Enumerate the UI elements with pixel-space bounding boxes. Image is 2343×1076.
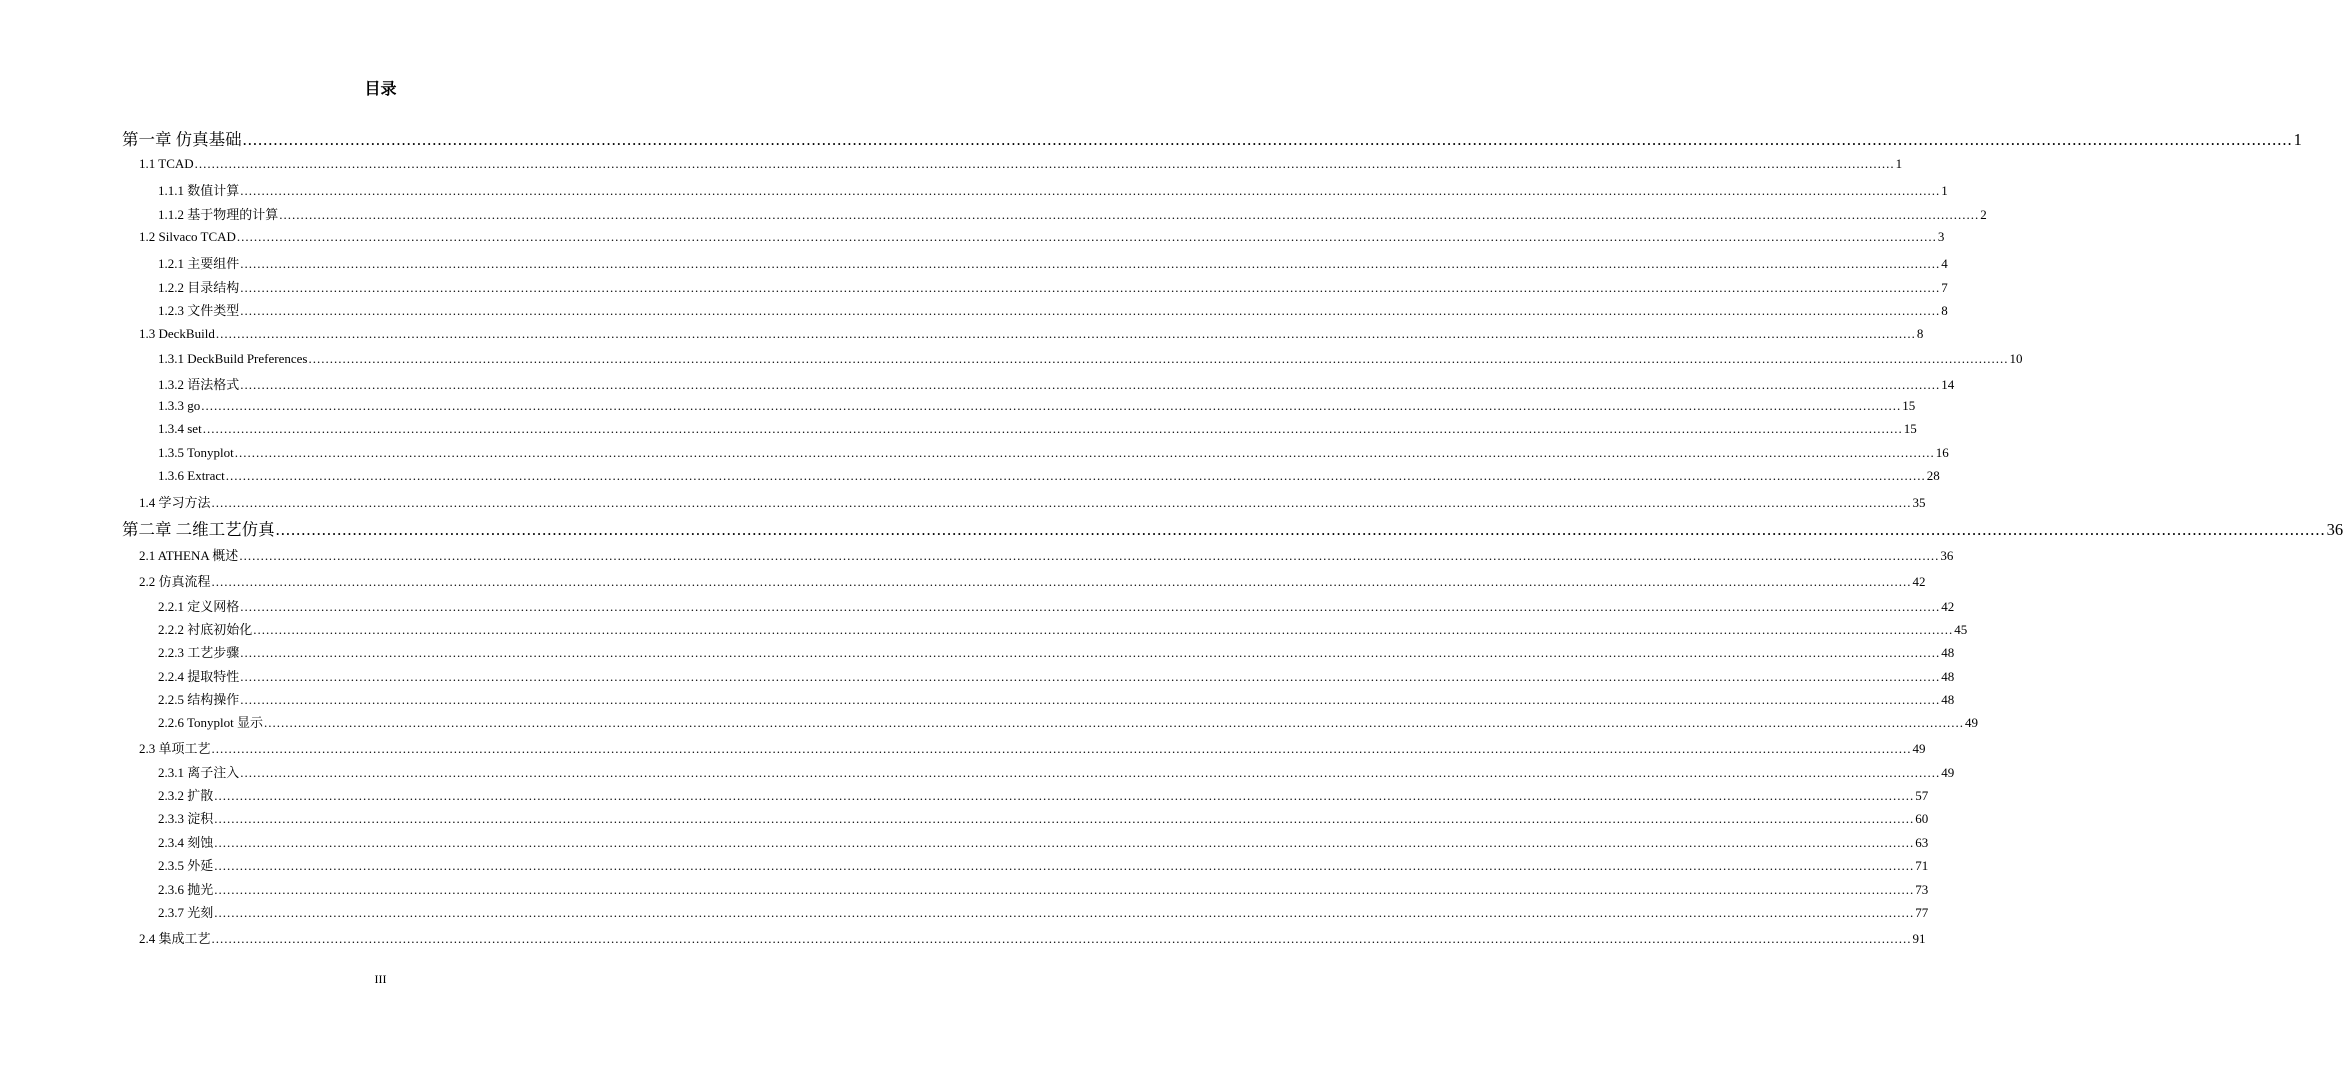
toc-entry-page-number: 91 (1912, 931, 1926, 946)
toc-entry-level-3[interactable] (158, 879, 1929, 898)
toc-entry-label: 2.3 单项工艺 (139, 741, 211, 756)
toc-entry-label: 1.3.1 DeckBuild Preferences (158, 351, 308, 366)
toc-entry-page-number: 14 (1941, 377, 1955, 392)
toc-entry-page-number: 1 (1895, 156, 1903, 171)
toc-leader-dots: ................................................................................................................................................................................................................................................................................................................................................................................................................ (211, 574, 1912, 589)
toc-entry-label: 1.1 TCAD (139, 156, 194, 171)
toc-entry-label: 2.3.6 抛光 (158, 882, 214, 897)
toc-entry-label: 第一章 仿真基础 (122, 130, 242, 149)
toc-leader-dots: ................................................................................................................................................................................................................................................................................................................................................................................................................ (211, 495, 1912, 510)
toc-entry-label: 2.3.5 外延 (158, 858, 214, 873)
toc-entry-level-3[interactable] (158, 689, 1955, 708)
toc-entry-level-2[interactable] (139, 738, 1926, 757)
toc-leader-dots: ................................................................................................................................................................................................................................................................................................................................................................................................................ (240, 765, 1941, 780)
toc-entry-level-3[interactable] (158, 351, 2023, 367)
toc-entry-level-3[interactable] (158, 712, 1979, 731)
toc-entry-label: 2.2.1 定义网格 (158, 599, 240, 614)
toc-leader-dots: ................................................................................................................................................................................................................................................................................................................................................................................................................ (194, 156, 1895, 171)
toc-entry-level-2[interactable] (139, 156, 1903, 172)
toc-entry-level-3[interactable] (158, 642, 1955, 661)
toc-entry-page-number: 48 (1941, 692, 1955, 707)
toc-entry-level-3[interactable] (158, 180, 1948, 199)
toc-leader-dots: ................................................................................................................................................................................................................................................................................................................................................................................................................ (308, 351, 2009, 366)
page-title: 目录 (364, 79, 397, 98)
toc-leader-dots: ................................................................................................................................................................................................................................................................................................................................................................................................................ (253, 622, 1954, 637)
toc-entry-page-number: 42 (1941, 599, 1955, 614)
toc-entry-page-number: 77 (1915, 905, 1929, 920)
toc-entry-label: 2.2 仿真流程 (139, 574, 211, 589)
toc-leader-dots: ................................................................................................................................................................................................................................................................................................................................................................................................................ (201, 398, 1902, 413)
toc-entry-level-3[interactable] (158, 398, 1916, 414)
toc-entry-page-number: 15 (1903, 421, 1917, 436)
toc-entry-page-number: 36 (2326, 520, 2343, 539)
toc-leader-dots: ................................................................................................................................................................................................................................................................................................................................................................................................................ (214, 835, 1915, 850)
toc-entry-label: 2.2.6 Tonyplot 显示 (158, 715, 264, 730)
toc-leader-dots: ................................................................................................................................................................................................................................................................................................................................................................................................................ (242, 130, 2293, 149)
toc-entry-page-number: 42 (1912, 574, 1926, 589)
toc-entry-level-3[interactable] (158, 204, 1987, 223)
toc-entry-label: 2.2.4 提取特性 (158, 669, 240, 684)
toc-entry-level-2[interactable] (139, 545, 1954, 564)
toc-entry-page-number: 49 (1912, 741, 1926, 756)
toc-entry-level-3[interactable] (158, 785, 1929, 804)
toc-entry-label: 1.2.3 文件类型 (158, 303, 240, 318)
toc-entry-page-number: 1 (2293, 130, 2302, 149)
toc-entry-label: 2.3.7 光刻 (158, 905, 214, 920)
toc-entry-label: 1.3.4 set (158, 421, 202, 436)
toc-entry-page-number: 49 (1941, 765, 1955, 780)
toc-entry-level-3[interactable] (158, 666, 1955, 685)
toc-entry-level-3[interactable] (158, 902, 1929, 921)
toc-entry-level-3[interactable] (158, 300, 1948, 319)
toc-entry-label: 2.1 ATHENA 概述 (139, 548, 239, 563)
toc-entry-page-number: 48 (1941, 645, 1955, 660)
toc-entry-level-3[interactable] (158, 808, 1929, 827)
toc-leader-dots: ................................................................................................................................................................................................................................................................................................................................................................................................................ (240, 280, 1941, 295)
toc-leader-dots: ................................................................................................................................................................................................................................................................................................................................................................................................................ (211, 931, 1912, 946)
toc-entry-page-number: 36 (1940, 548, 1954, 563)
toc-entry-level-3[interactable] (158, 855, 1929, 874)
toc-entry-page-number: 48 (1941, 669, 1955, 684)
toc-leader-dots: ................................................................................................................................................................................................................................................................................................................................................................................................................ (214, 882, 1915, 897)
toc-leader-dots: ................................................................................................................................................................................................................................................................................................................................................................................................................ (214, 788, 1915, 803)
toc-leader-dots: ................................................................................................................................................................................................................................................................................................................................................................................................................ (214, 858, 1915, 873)
toc-entry-label: 1.3.3 go (158, 398, 201, 413)
toc-entry-page-number: 4 (1941, 256, 1948, 271)
toc-entry-level-2[interactable] (139, 492, 1926, 511)
toc-entry-level-1[interactable] (122, 126, 2302, 150)
toc-entry-level-2[interactable] (139, 326, 1924, 342)
toc-leader-dots: ................................................................................................................................................................................................................................................................................................................................................................................................................ (236, 229, 1937, 244)
toc-entry-page-number: 35 (1912, 495, 1926, 510)
toc-leader-dots: ................................................................................................................................................................................................................................................................................................................................................................................................................ (214, 811, 1915, 826)
toc-entry-page-number: 28 (1926, 468, 1940, 483)
toc-leader-dots: ................................................................................................................................................................................................................................................................................................................................................................................................................ (240, 669, 1941, 684)
toc-leader-dots: ................................................................................................................................................................................................................................................................................................................................................................................................................ (215, 326, 1916, 341)
toc-entry-page-number: 45 (1954, 622, 1968, 637)
toc-entry-level-3[interactable] (158, 374, 1955, 393)
toc-entry-label: 2.3.2 扩散 (158, 788, 214, 803)
toc-entry-level-1[interactable] (122, 516, 2343, 540)
toc-leader-dots: ................................................................................................................................................................................................................................................................................................................................................................................................................ (240, 256, 1941, 271)
toc-entry-label: 1.3.5 Tonyplot (158, 445, 234, 460)
toc-entry-level-2[interactable] (139, 229, 1945, 245)
toc-entry-level-2[interactable] (139, 571, 1926, 590)
toc-entry-level-3[interactable] (158, 445, 1949, 461)
toc-entry-level-2[interactable] (139, 928, 1926, 947)
toc-leader-dots: ................................................................................................................................................................................................................................................................................................................................................................................................................ (240, 692, 1941, 707)
toc-entry-level-3[interactable] (158, 832, 1929, 851)
page-number-footer: III (374, 972, 387, 986)
toc-entry-label: 1.2.2 目录结构 (158, 280, 240, 295)
toc-entry-label: 1.3.6 Extract (158, 468, 225, 483)
toc-entry-label: 1.3 DeckBuild (139, 326, 215, 341)
toc-entry-label: 2.2.5 结构操作 (158, 692, 240, 707)
toc-leader-dots: ................................................................................................................................................................................................................................................................................................................................................................................................................ (239, 548, 1940, 563)
toc-entry-page-number: 2 (1980, 207, 1987, 222)
toc-leader-dots: ................................................................................................................................................................................................................................................................................................................................................................................................................ (225, 468, 1926, 483)
toc-entry-label: 2.4 集成工艺 (139, 931, 211, 946)
toc-leader-dots: ................................................................................................................................................................................................................................................................................................................................................................................................................ (275, 520, 2326, 539)
toc-entry-page-number: 16 (1935, 445, 1949, 460)
toc-entry-label: 1.1.1 数值计算 (158, 183, 240, 198)
toc-entry-label: 1.3.2 语法格式 (158, 377, 240, 392)
toc-entry-label: 1.1.2 基于物理的计算 (158, 207, 279, 222)
toc-entry-label: 1.2 Silvaco TCAD (139, 229, 236, 244)
toc-entry-page-number: 8 (1916, 326, 1924, 341)
toc-leader-dots: ................................................................................................................................................................................................................................................................................................................................................................................................................ (240, 303, 1941, 318)
toc-leader-dots: ................................................................................................................................................................................................................................................................................................................................................................................................................ (240, 599, 1941, 614)
toc-entry-label: 1.4 学习方法 (139, 495, 211, 510)
toc-leader-dots: ................................................................................................................................................................................................................................................................................................................................................................................................................ (240, 645, 1941, 660)
toc-entry-page-number: 60 (1915, 811, 1929, 826)
toc-entry-page-number: 49 (1965, 715, 1979, 730)
toc-leader-dots: ................................................................................................................................................................................................................................................................................................................................................................................................................ (214, 905, 1915, 920)
toc-leader-dots: ................................................................................................................................................................................................................................................................................................................................................................................................................ (240, 183, 1941, 198)
toc-entry-page-number: 8 (1941, 303, 1948, 318)
toc-entry-level-3[interactable] (158, 762, 1955, 781)
toc-entry-label: 1.2.1 主要组件 (158, 256, 240, 271)
toc-leader-dots: ................................................................................................................................................................................................................................................................................................................................................................................................................ (279, 207, 1980, 222)
toc-entry-label: 2.3.1 离子注入 (158, 765, 240, 780)
toc-entry-page-number: 7 (1941, 280, 1948, 295)
toc-entry-label: 第二章 二维工艺仿真 (122, 520, 275, 539)
toc-leader-dots: ................................................................................................................................................................................................................................................................................................................................................................................................................ (202, 421, 1903, 436)
toc-entry-label: 2.3.4 刻蚀 (158, 835, 214, 850)
toc-entry-level-3[interactable] (158, 468, 1940, 484)
toc-entry-page-number: 63 (1915, 835, 1929, 850)
toc-leader-dots: ................................................................................................................................................................................................................................................................................................................................................................................................................ (211, 741, 1912, 756)
toc-entry-page-number: 10 (2009, 351, 2023, 366)
toc-entry-level-3[interactable] (158, 619, 1968, 638)
toc-leader-dots: ................................................................................................................................................................................................................................................................................................................................................................................................................ (240, 377, 1941, 392)
toc-leader-dots: ................................................................................................................................................................................................................................................................................................................................................................................................................ (264, 715, 1965, 730)
toc-entry-level-3[interactable] (158, 421, 1917, 437)
toc-leader-dots: ................................................................................................................................................................................................................................................................................................................................................................................................................ (234, 445, 1935, 460)
toc-entry-label: 2.3.3 淀积 (158, 811, 214, 826)
toc-entry-level-3[interactable] (158, 596, 1955, 615)
toc-entry-label: 2.2.2 衬底初始化 (158, 622, 253, 637)
toc-entry-page-number: 57 (1915, 788, 1929, 803)
toc-entry-page-number: 71 (1915, 858, 1929, 873)
toc-entry-level-3[interactable] (158, 277, 1948, 296)
toc-entry-page-number: 1 (1941, 183, 1948, 198)
toc-entry-page-number: 73 (1915, 882, 1929, 897)
toc-entry-level-3[interactable] (158, 253, 1948, 272)
toc-entry-label: 2.2.3 工艺步骤 (158, 645, 240, 660)
toc-entry-page-number: 3 (1937, 229, 1945, 244)
toc-entry-page-number: 15 (1902, 398, 1916, 413)
